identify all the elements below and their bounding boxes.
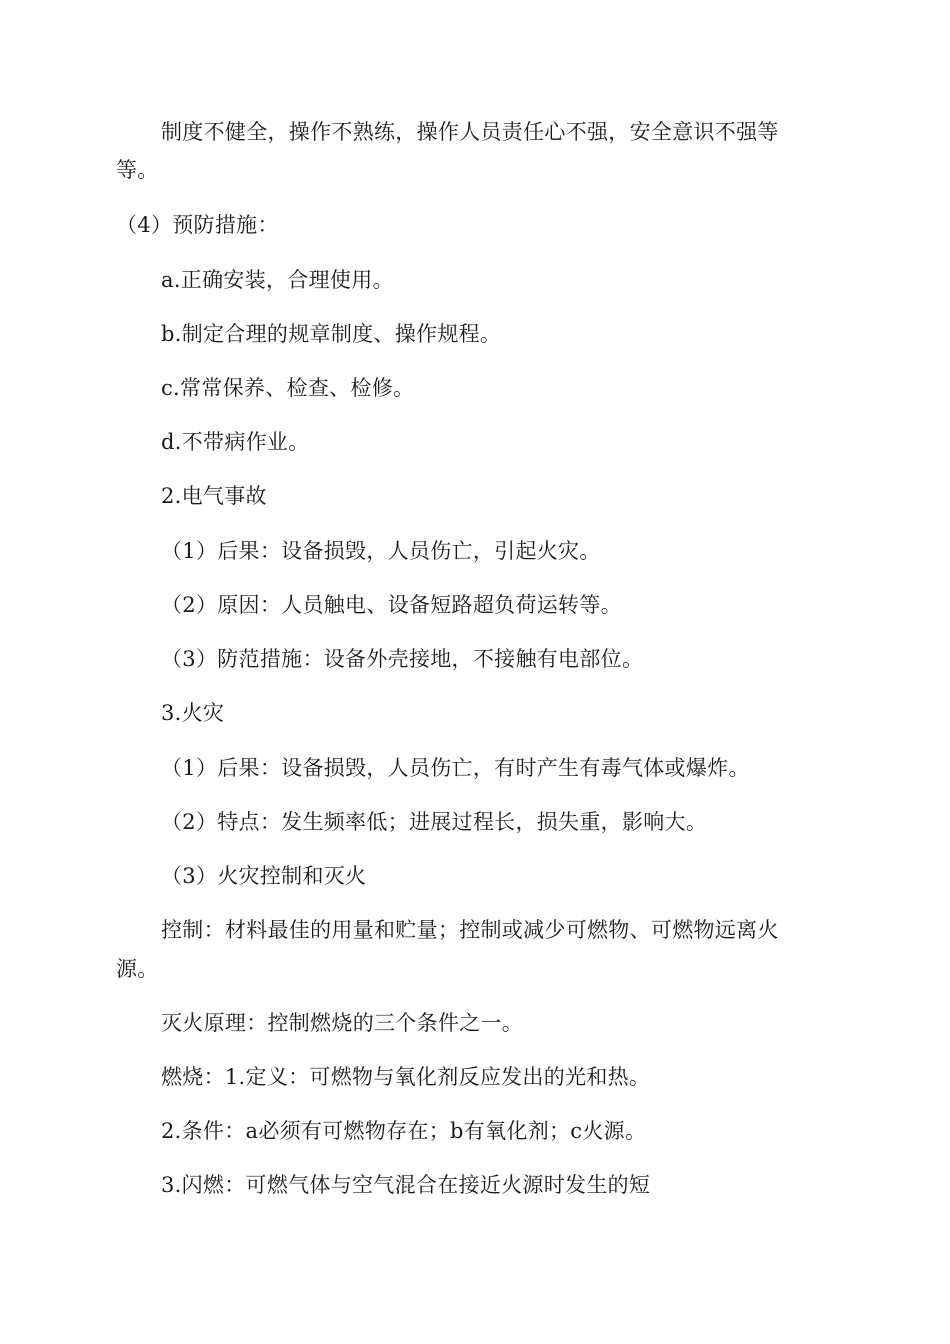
list-item: a.正确安装，合理使用。 <box>161 268 394 292</box>
paragraph-line: 2.条件：a必须有可燃物存在；b有氧化剂；c火源。 <box>161 1119 647 1143</box>
list-item: （1）后果：设备损毁，人员伤亡，有时产生有毒气体或爆炸。 <box>161 756 750 780</box>
section-heading: 2.电气事故 <box>161 484 267 508</box>
list-item: b.制定合理的规章制度、操作规程。 <box>161 322 502 346</box>
paragraph-line: 燃烧：1.定义：可燃物与氧化剂反应发出的光和热。 <box>161 1065 651 1089</box>
list-item: （2）原因：人员触电、设备短路超负荷运转等。 <box>161 593 622 617</box>
paragraph-line: 控制：材料最佳的用量和贮量；控制或减少可燃物、可燃物远离火 <box>161 918 779 942</box>
list-item: （2）特点：发生频率低；进展过程长，损失重，影响大。 <box>161 810 708 834</box>
paragraph-line: 3.闪燃：可燃气体与空气混合在接近火源时发生的短 <box>161 1173 651 1197</box>
section-heading: 3.火灾 <box>161 701 225 725</box>
list-item: （3）火灾控制和灭火 <box>161 864 367 888</box>
list-item: （1）后果：设备损毁，人员伤亡，引起火灾。 <box>161 539 601 563</box>
paragraph-line: 制度不健全，操作不熟练，操作人员责任心不强，安全意识不强等 <box>161 120 779 144</box>
list-item: d.不带病作业。 <box>161 430 310 454</box>
paragraph-line: 灭火原理：控制燃烧的三个条件之一。 <box>161 1011 524 1035</box>
list-item: c.常常保养、检查、检修。 <box>161 376 415 400</box>
paragraph-line: 源。 <box>116 957 159 981</box>
list-item: （3）防范措施：设备外壳接地，不接触有电部位。 <box>161 647 644 671</box>
section-heading: （4）预防措施： <box>116 213 279 237</box>
paragraph-line: 等。 <box>116 158 159 182</box>
